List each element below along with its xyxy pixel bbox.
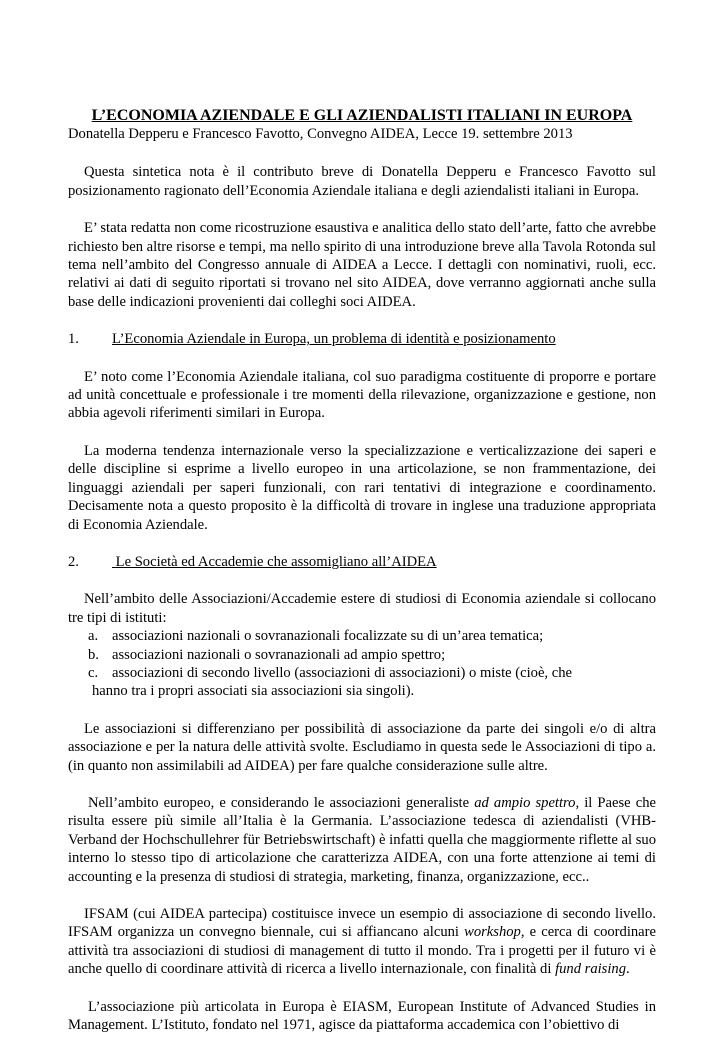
list-item-text: associazioni di secondo livello (associazioni di associazioni) o miste (cioè, che [112, 664, 572, 681]
paragraph-intro: Questa sintetica nota è il contributo breve di Donatella Depperu e Francesco Favotto sul posizionamento ragionato dell’Economia Aziendale italiana e degli aziendalisti italiani in Europa. [68, 164, 656, 199]
list-item-continuation: hanno tra i propri associati sia associazioni sia singoli). [92, 683, 415, 700]
list-item [88, 664, 656, 682]
section-heading-2 [68, 553, 656, 571]
list-item [88, 646, 656, 664]
list-item-text: associazioni nazionali o sovranazionali focalizzate su di un’area tematica; [112, 628, 544, 645]
paragraph-differences: Le associazioni si differenziano per possibilità di associazione da parte dei singoli e/o di altra associazione e per la natura delle attività svolte. Escludiamo in questa sede le Associazioni di tipo a. (in quanto non assimilabili ad AIDEA) per fare qualche considerazione sulle altre. [68, 720, 656, 774]
list-marker: b. [88, 646, 99, 663]
list-marker: c. [88, 664, 99, 681]
paragraph-scope: E’ stata redatta non come ricostruzione esaustiva e analitica dello stato dell’arte, fatto che avrebbe richiesto ben altre risorse e tempi, ma nello spirito di una introduzione breve alla Tavola Rotonda sul tema nell’ambito del Congresso annuale di AIDEA a Lecce. I dettagli con nominativi, ruoli, ecc. relativi ai dati di seguito riportati si trovano nel sito AIDEA, dove verranno aggiornati anche sulla base delle indicazioni provenienti dai colleghi soci AIDEA. [68, 220, 656, 310]
paragraph-list-intro: Nell’ambito delle Associazioni/Accademie estere di studiosi di Economia aziendale si collocano tre tipi di istituti: [68, 591, 656, 626]
emphasis-text: workshop [464, 924, 521, 941]
list-item-text: associazioni nazionali o sovranazionali ad ampio spettro; [112, 646, 446, 663]
section-title: Le Società ed Accademie che assomigliano all’AIDEA [112, 553, 437, 570]
paragraph-trend: La moderna tendenza internazionale verso la specializzazione e verticalizzazione dei saperi e delle discipline si esprime a livello europeo in una articolazione, se non frammentazione, dei linguaggi aziendali per saperi funzionali, con rari tentativi di integrazione e coordinamento. Decisamente nota a questo proposito è la difficoltà di trovare in inglese una traduzione appropriata di Economia Aziendale. [68, 442, 656, 533]
document-title: L’ECONOMIA AZIENDALE E GLI AZIENDALISTI ITALIANI IN EUROPA [91, 107, 633, 124]
list-item [88, 627, 656, 645]
document-page [68, 106, 656, 1053]
paragraph-ifsam: IFSAM (cui AIDEA partecipa) costituisce invece un esempio di associazione di secondo livello. IFSAM organizza un convegno biennale, cui si affiancano alcuni workshop, e cerca di coordinare attività tra associazioni di studiosi di management di tutto il mondo. Tra i progetti per il futuro vi è anche quello di coordinare attività di ricerca a livello internazionale, con finalità di fund raising. [68, 906, 656, 978]
paragraph-identity: E’ noto come l’Economia Aziendale italiana, col suo paradigma costituente di proporre e portare ad unità concettuale e professionale i tre momenti della rilevazione, organizzazione e gestione, non abbia agevoli riferimenti similari in Europa. [68, 368, 656, 422]
section-heading-1 [68, 330, 656, 348]
section-title: L’Economia Aziendale in Europa, un problema di identità e posizionamento [112, 331, 556, 348]
paragraph-germany: Nell’ambito europeo, e considerando le associazioni generaliste ad ampio spettro, il Paese che risulta essere più simile all’Italia è la Germania. L’associazione tedesca di aziendalisti (VHB-Verband der Hochschullehrer für Betriebswirtschaft) è infatti quella che maggiormente riflette al suo interno lo stesso tipo di articolazione che caratterizza AIDEA, con una forte attenzione ai temi di accounting e la presenza di studiosi di strategia, marketing, finanza, organizzazione, ecc.. [68, 794, 657, 885]
institute-types-list [68, 627, 656, 701]
paragraph-eiasm: L’associazione più articolata in Europa è EIASM, European Institute of Advanced Studies in Management. L’Istituto, fondato nel 1971, agisce da piattaforma accademica con l’obiettivo di [68, 998, 656, 1034]
emphasis-text: ad ampio spettro [474, 794, 576, 811]
section-number: 2. [68, 553, 79, 570]
list-marker: a. [88, 628, 99, 645]
section-number: 1. [68, 331, 79, 348]
emphasis-text: fund raising [555, 961, 627, 978]
document-subtitle: Donatella Depperu e Francesco Favotto, Convegno AIDEA, Lecce 19. settembre 2013 [68, 126, 573, 142]
